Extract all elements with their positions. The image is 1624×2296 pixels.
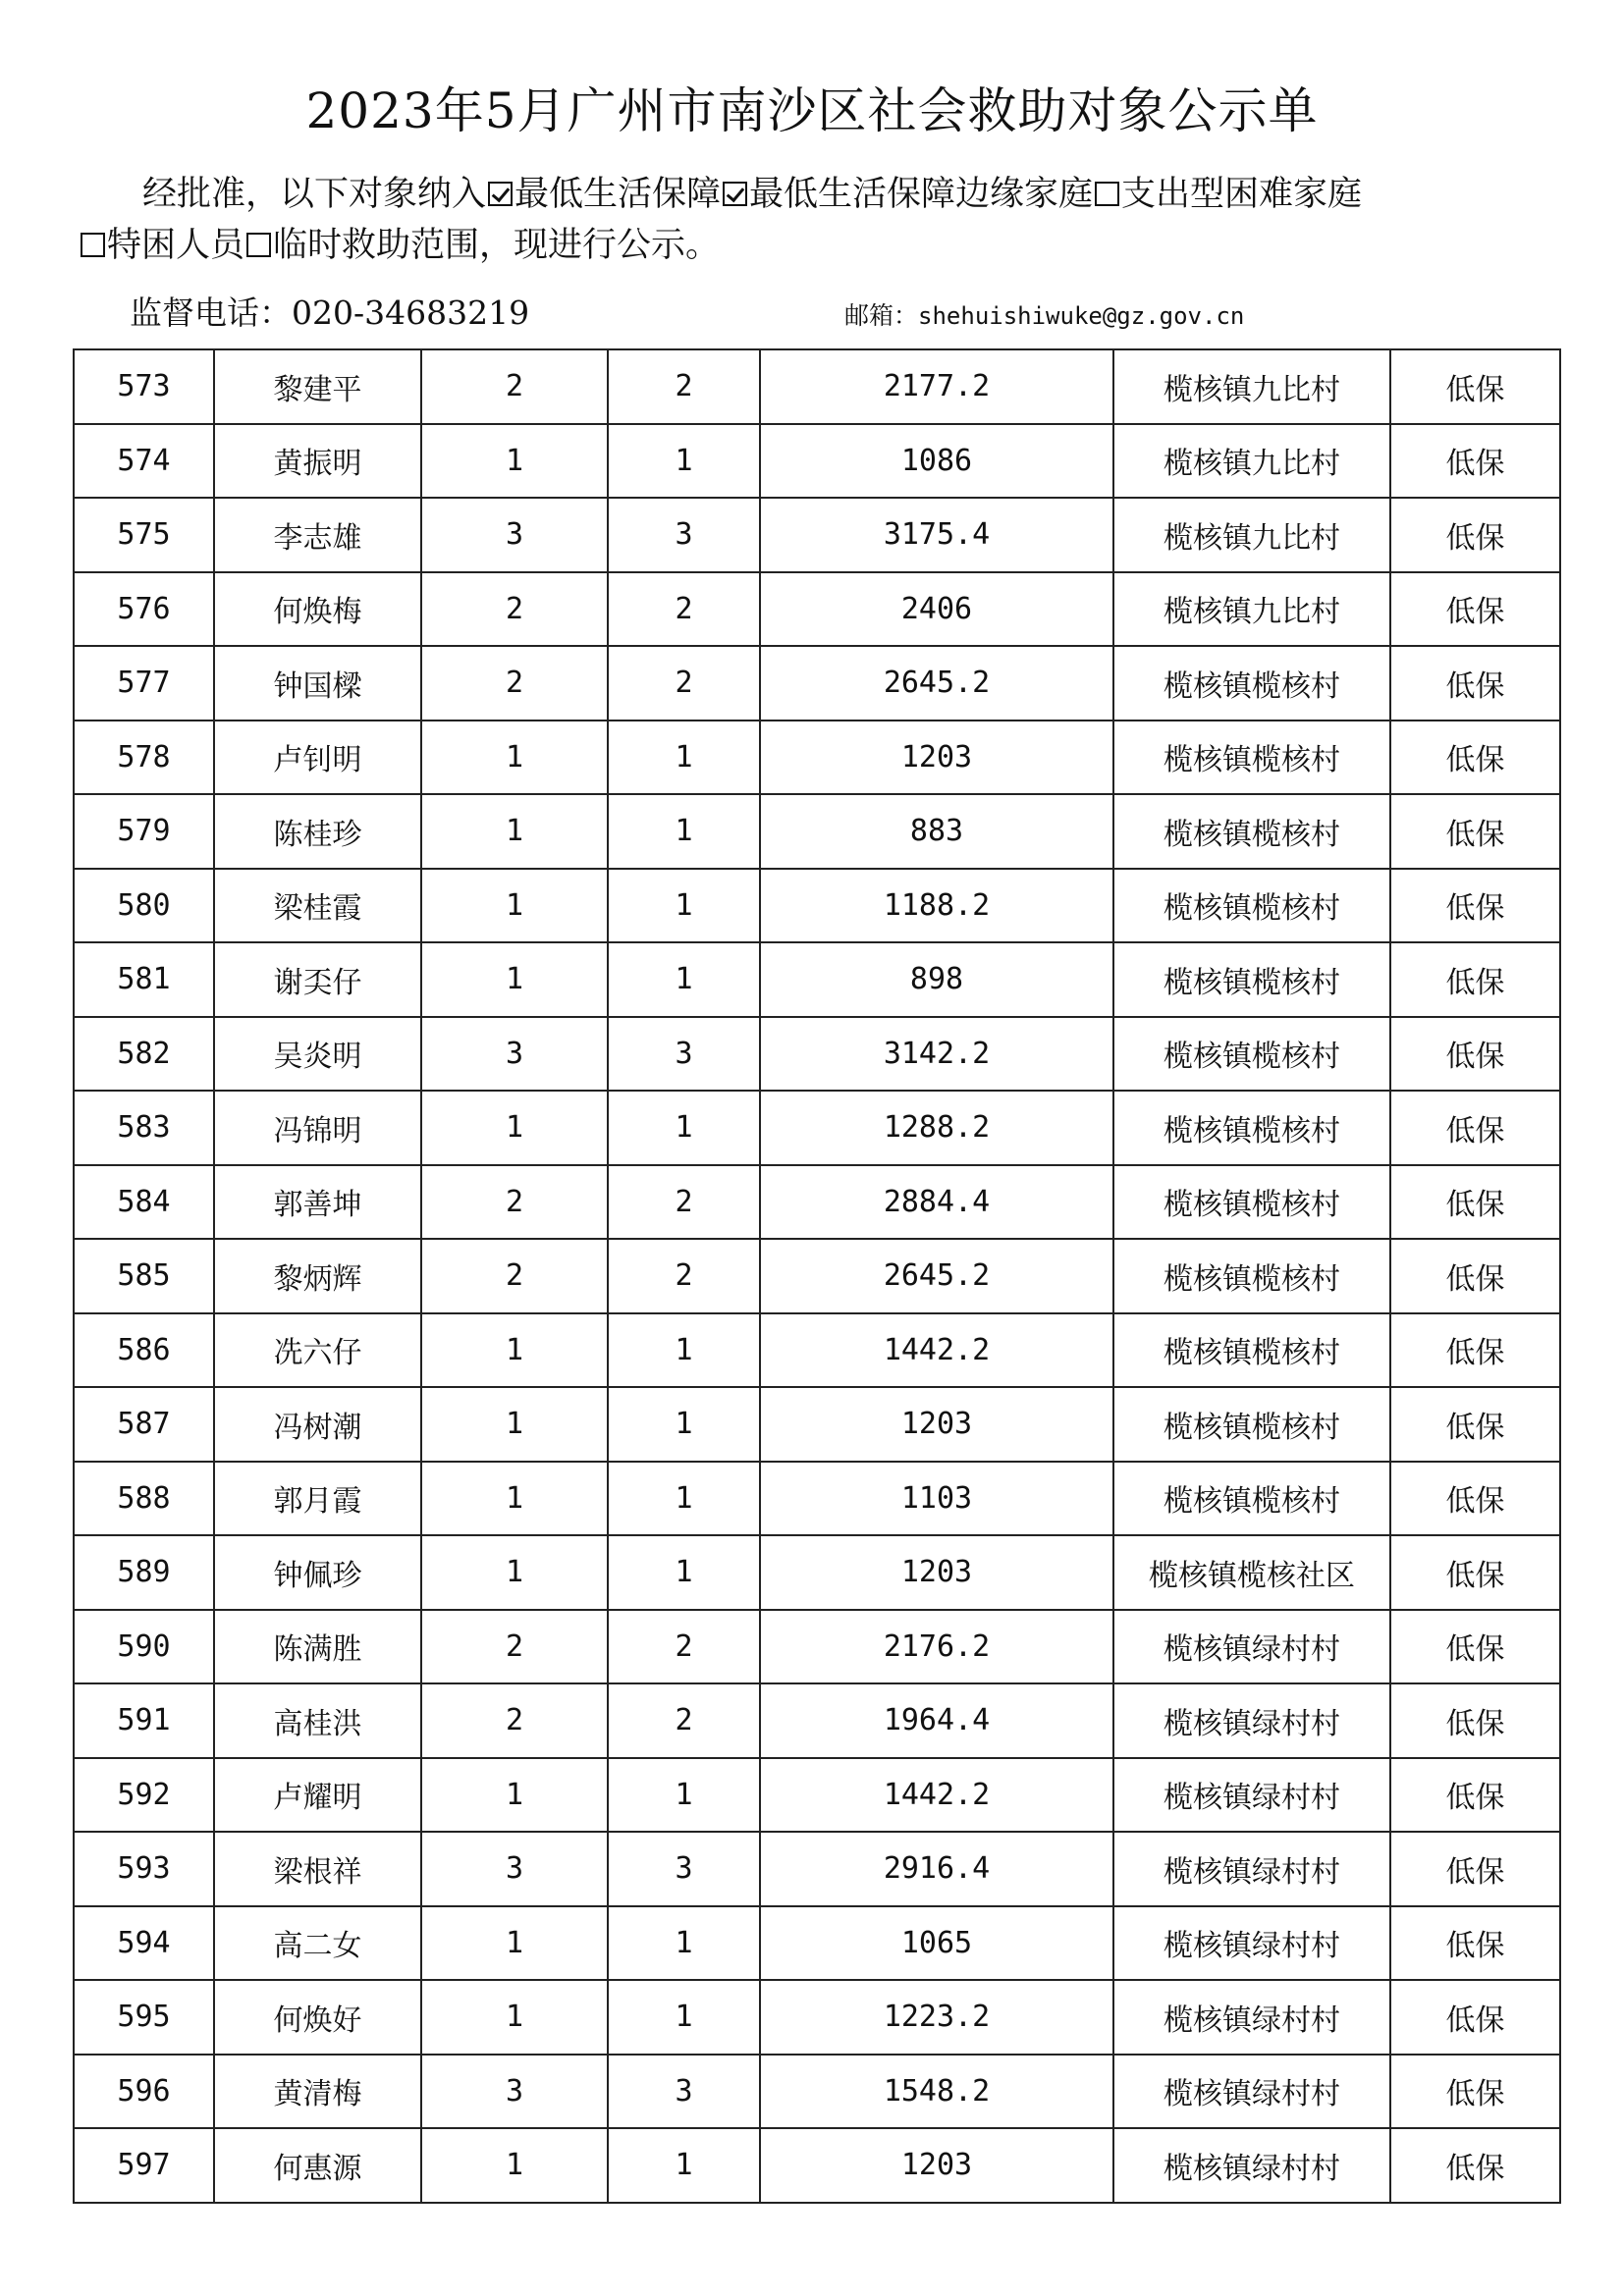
table-row (74, 349, 1560, 424)
email-address: shehuishiwuke@gz.gov.cn (918, 302, 1245, 330)
serial-number-cell: 592 (74, 1758, 214, 1833)
table-row (74, 424, 1560, 499)
table-row (74, 1683, 1560, 1758)
address-cell: 榄核镇榄核村 (1113, 942, 1390, 1017)
option-label: 最低生活保障边缘家庭 (749, 175, 1094, 214)
amount-cell: 1288.2 (760, 1091, 1113, 1165)
address-cell: 榄核镇榄核村 (1113, 1462, 1390, 1536)
amount-cell: 1442.2 (760, 1313, 1113, 1388)
covered-persons-cell: 1 (608, 1313, 760, 1388)
amount-cell: 3175.4 (760, 498, 1113, 572)
address-cell: 榄核镇榄核村 (1113, 1387, 1390, 1462)
name-cell: 何焕好 (214, 1980, 421, 2055)
name-cell: 何惠源 (214, 2128, 421, 2203)
amount-cell: 1203 (760, 1387, 1113, 1462)
household-size-cell: 2 (421, 1683, 608, 1758)
name-cell: 何焕梅 (214, 572, 421, 647)
name-cell: 黄振明 (214, 424, 421, 499)
amount-cell: 2177.2 (760, 349, 1113, 424)
assistance-type-cell: 低保 (1390, 2128, 1560, 2203)
table-row (74, 1610, 1560, 1684)
amount-cell: 1188.2 (760, 869, 1113, 943)
amount-cell: 2645.2 (760, 646, 1113, 721)
serial-number-cell: 583 (74, 1091, 214, 1165)
serial-number-cell: 585 (74, 1239, 214, 1313)
covered-persons-cell: 1 (608, 794, 760, 869)
covered-persons-cell: 2 (608, 646, 760, 721)
assistance-type-cell: 低保 (1390, 1091, 1560, 1165)
serial-number-cell: 577 (74, 646, 214, 721)
covered-persons-cell: 1 (608, 1980, 760, 2055)
covered-persons-cell: 1 (608, 869, 760, 943)
address-cell: 榄核镇绿村村 (1113, 2055, 1390, 2129)
covered-persons-cell: 1 (608, 1535, 760, 1610)
address-cell: 榄核镇九比村 (1113, 424, 1390, 499)
checkbox-icon (246, 233, 271, 257)
amount-cell: 883 (760, 794, 1113, 869)
table-row (74, 2055, 1560, 2129)
covered-persons-cell: 3 (608, 1017, 760, 1092)
assistance-type-cell: 低保 (1390, 1683, 1560, 1758)
table-row (74, 1239, 1560, 1313)
table-row (74, 572, 1560, 647)
covered-persons-cell: 1 (608, 1387, 760, 1462)
name-cell: 卢钊明 (214, 721, 421, 795)
household-size-cell: 2 (421, 646, 608, 721)
serial-number-cell: 580 (74, 869, 214, 943)
covered-persons-cell: 2 (608, 1165, 760, 1240)
assistance-type-cell: 低保 (1390, 2055, 1560, 2129)
address-cell: 榄核镇榄核村 (1113, 646, 1390, 721)
household-size-cell: 3 (421, 498, 608, 572)
covered-persons-cell: 1 (608, 942, 760, 1017)
serial-number-cell: 582 (74, 1017, 214, 1092)
name-cell: 钟国樑 (214, 646, 421, 721)
serial-number-cell: 586 (74, 1313, 214, 1388)
household-size-cell: 1 (421, 1313, 608, 1388)
assistance-type-cell: 低保 (1390, 1610, 1560, 1684)
serial-number-cell: 576 (74, 572, 214, 647)
serial-number-cell: 595 (74, 1980, 214, 2055)
assistance-type-cell: 低保 (1390, 1017, 1560, 1092)
assistance-type-cell: 低保 (1390, 1313, 1560, 1388)
address-cell: 榄核镇榄核村 (1113, 1017, 1390, 1092)
household-size-cell: 1 (421, 1758, 608, 1833)
assistance-type-cell: 低保 (1390, 349, 1560, 424)
amount-cell: 1442.2 (760, 1758, 1113, 1833)
name-cell: 钟佩珍 (214, 1535, 421, 1610)
household-size-cell: 2 (421, 1165, 608, 1240)
amount-cell: 2406 (760, 572, 1113, 647)
assistance-type-cell: 低保 (1390, 721, 1560, 795)
household-size-cell: 1 (421, 1091, 608, 1165)
covered-persons-cell: 1 (608, 1758, 760, 1833)
table-row (74, 1758, 1560, 1833)
name-cell: 李志雄 (214, 498, 421, 572)
assistance-type-cell: 低保 (1390, 1462, 1560, 1536)
assistance-type-cell: 低保 (1390, 1758, 1560, 1833)
serial-number-cell: 573 (74, 349, 214, 424)
address-cell: 榄核镇榄核村 (1113, 869, 1390, 943)
assistance-type-cell: 低保 (1390, 1239, 1560, 1313)
table-row (74, 942, 1560, 1017)
serial-number-cell: 575 (74, 498, 214, 572)
name-cell: 高二女 (214, 1906, 421, 1981)
table-row (74, 2128, 1560, 2203)
name-cell: 梁桂霞 (214, 869, 421, 943)
serial-number-cell: 596 (74, 2055, 214, 2129)
covered-persons-cell: 3 (608, 1832, 760, 1906)
name-cell: 卢耀明 (214, 1758, 421, 1833)
serial-number-cell: 579 (74, 794, 214, 869)
checkbox-icon (488, 182, 513, 206)
assistance-type-cell: 低保 (1390, 1387, 1560, 1462)
covered-persons-cell: 1 (608, 1906, 760, 1981)
covered-persons-cell: 1 (608, 1462, 760, 1536)
serial-number-cell: 584 (74, 1165, 214, 1240)
covered-persons-cell: 3 (608, 2055, 760, 2129)
supervision-phone (130, 291, 529, 336)
household-size-cell: 1 (421, 794, 608, 869)
household-size-cell: 1 (421, 2128, 608, 2203)
name-cell: 郭善坤 (214, 1165, 421, 1240)
covered-persons-cell: 1 (608, 424, 760, 499)
address-cell: 榄核镇榄核村 (1113, 1091, 1390, 1165)
assistance-type-cell: 低保 (1390, 794, 1560, 869)
name-cell: 梁根祥 (214, 1832, 421, 1906)
recipients-table (73, 348, 1561, 2204)
table-row (74, 1165, 1560, 1240)
option-label: 特困人员 (107, 226, 245, 265)
phone-label: 监督电话： (130, 294, 292, 332)
checkbox-icon (723, 182, 747, 206)
covered-persons-cell: 1 (608, 721, 760, 795)
assistance-type-cell: 低保 (1390, 869, 1560, 943)
name-cell: 陈满胜 (214, 1610, 421, 1684)
amount-cell: 1065 (760, 1906, 1113, 1981)
checkbox-icon (1095, 182, 1119, 206)
amount-cell: 1203 (760, 2128, 1113, 2203)
covered-persons-cell: 1 (608, 1091, 760, 1165)
phone-number: 020-34683219 (292, 294, 530, 332)
name-cell: 冼六仔 (214, 1313, 421, 1388)
table-row (74, 721, 1560, 795)
amount-cell: 1548.2 (760, 2055, 1113, 2129)
household-size-cell: 3 (421, 1832, 608, 1906)
covered-persons-cell: 2 (608, 1239, 760, 1313)
amount-cell: 898 (760, 942, 1113, 1017)
covered-persons-cell: 3 (608, 498, 760, 572)
page-title: 2023年5月广州市南沙区社会救助对象公示单 (305, 82, 1319, 139)
address-cell: 榄核镇九比村 (1113, 572, 1390, 647)
amount-cell: 1086 (760, 424, 1113, 499)
household-size-cell: 1 (421, 1980, 608, 2055)
address-cell: 榄核镇榄核村 (1113, 794, 1390, 869)
name-cell: 黎建平 (214, 349, 421, 424)
table-row (74, 498, 1560, 572)
household-size-cell: 2 (421, 349, 608, 424)
amount-cell: 1203 (760, 721, 1113, 795)
household-size-cell: 1 (421, 1535, 608, 1610)
table-row (74, 1017, 1560, 1092)
address-cell: 榄核镇榄核村 (1113, 1165, 1390, 1240)
address-cell: 榄核镇绿村村 (1113, 1906, 1390, 1981)
address-cell: 榄核镇绿村村 (1113, 1758, 1390, 1833)
name-cell: 冯锦明 (214, 1091, 421, 1165)
amount-cell: 1223.2 (760, 1980, 1113, 2055)
table-row (74, 1535, 1560, 1610)
address-cell: 榄核镇绿村村 (1113, 2128, 1390, 2203)
option-label: 支出型困难家庭 (1121, 175, 1363, 214)
name-cell: 黄清梅 (214, 2055, 421, 2129)
name-cell: 高桂洪 (214, 1683, 421, 1758)
assistance-type-cell: 低保 (1390, 424, 1560, 499)
amount-cell: 2645.2 (760, 1239, 1113, 1313)
address-cell: 榄核镇绿村村 (1113, 1980, 1390, 2055)
table-row (74, 1462, 1560, 1536)
household-size-cell: 2 (421, 1610, 608, 1684)
email-info (844, 296, 1244, 336)
assistance-type-cell: 低保 (1390, 1832, 1560, 1906)
amount-cell: 1964.4 (760, 1683, 1113, 1758)
household-size-cell: 1 (421, 869, 608, 943)
serial-number-cell: 587 (74, 1387, 214, 1462)
assistance-type-cell: 低保 (1390, 1165, 1560, 1240)
household-size-cell: 1 (421, 424, 608, 499)
name-cell: 郭月霞 (214, 1462, 421, 1536)
amount-cell: 1203 (760, 1535, 1113, 1610)
table-row (74, 1832, 1560, 1906)
address-cell: 榄核镇榄核村 (1113, 1239, 1390, 1313)
email-label: 邮箱： (844, 301, 919, 330)
table-row (74, 646, 1560, 721)
assistance-type-cell: 低保 (1390, 1906, 1560, 1981)
assistance-type-cell: 低保 (1390, 1980, 1560, 2055)
serial-number-cell: 593 (74, 1832, 214, 1906)
serial-number-cell: 581 (74, 942, 214, 1017)
address-cell: 榄核镇绿村村 (1113, 1832, 1390, 1906)
table-row (74, 794, 1560, 869)
serial-number-cell: 574 (74, 424, 214, 499)
address-cell: 榄核镇绿村村 (1113, 1610, 1390, 1684)
serial-number-cell: 589 (74, 1535, 214, 1610)
amount-cell: 3142.2 (760, 1017, 1113, 1092)
household-size-cell: 1 (421, 1906, 608, 1981)
assistance-type-cell: 低保 (1390, 1535, 1560, 1610)
table-row (74, 1906, 1560, 1981)
table-body (74, 349, 1560, 2203)
intro-prefix: 经批准，以下对象纳入 (142, 175, 487, 214)
covered-persons-cell: 2 (608, 572, 760, 647)
serial-number-cell: 597 (74, 2128, 214, 2203)
amount-cell: 1103 (760, 1462, 1113, 1536)
intro-suffix: 范围，现进行公示。 (410, 226, 721, 265)
name-cell: 吴炎明 (214, 1017, 421, 1092)
option-label: 最低生活保障 (514, 175, 722, 214)
address-cell: 榄核镇榄核社区 (1113, 1535, 1390, 1610)
household-size-cell: 1 (421, 1387, 608, 1462)
address-cell: 榄核镇绿村村 (1113, 1683, 1390, 1758)
assistance-type-cell: 低保 (1390, 646, 1560, 721)
table-row (74, 1313, 1560, 1388)
name-cell: 冯树潮 (214, 1387, 421, 1462)
assistance-type-cell: 低保 (1390, 498, 1560, 572)
household-size-cell: 1 (421, 1462, 608, 1536)
amount-cell: 2916.4 (760, 1832, 1113, 1906)
name-cell: 陈桂珍 (214, 794, 421, 869)
household-size-cell: 2 (421, 572, 608, 647)
amount-cell: 2884.4 (760, 1165, 1113, 1240)
covered-persons-cell: 1 (608, 2128, 760, 2203)
table-row (74, 1091, 1560, 1165)
serial-number-cell: 578 (74, 721, 214, 795)
address-cell: 榄核镇榄核村 (1113, 721, 1390, 795)
address-cell: 榄核镇九比村 (1113, 349, 1390, 424)
table-row (74, 869, 1560, 943)
serial-number-cell: 594 (74, 1906, 214, 1981)
covered-persons-cell: 2 (608, 349, 760, 424)
checkbox-icon (81, 233, 105, 257)
household-size-cell: 1 (421, 721, 608, 795)
serial-number-cell: 588 (74, 1462, 214, 1536)
intro-paragraph (83, 169, 1556, 271)
name-cell: 谢奀仔 (214, 942, 421, 1017)
household-size-cell: 3 (421, 2055, 608, 2129)
assistance-type-cell: 低保 (1390, 942, 1560, 1017)
covered-persons-cell: 2 (608, 1683, 760, 1758)
serial-number-cell: 590 (74, 1610, 214, 1684)
name-cell: 黎炳辉 (214, 1239, 421, 1313)
covered-persons-cell: 2 (608, 1610, 760, 1684)
assistance-type-cell: 低保 (1390, 572, 1560, 647)
address-cell: 榄核镇九比村 (1113, 498, 1390, 572)
address-cell: 榄核镇榄核村 (1113, 1313, 1390, 1388)
serial-number-cell: 591 (74, 1683, 214, 1758)
table-row (74, 1980, 1560, 2055)
household-size-cell: 2 (421, 1239, 608, 1313)
amount-cell: 2176.2 (760, 1610, 1113, 1684)
household-size-cell: 1 (421, 942, 608, 1017)
household-size-cell: 3 (421, 1017, 608, 1092)
table-row (74, 1387, 1560, 1462)
option-label: 临时救助 (273, 226, 411, 265)
